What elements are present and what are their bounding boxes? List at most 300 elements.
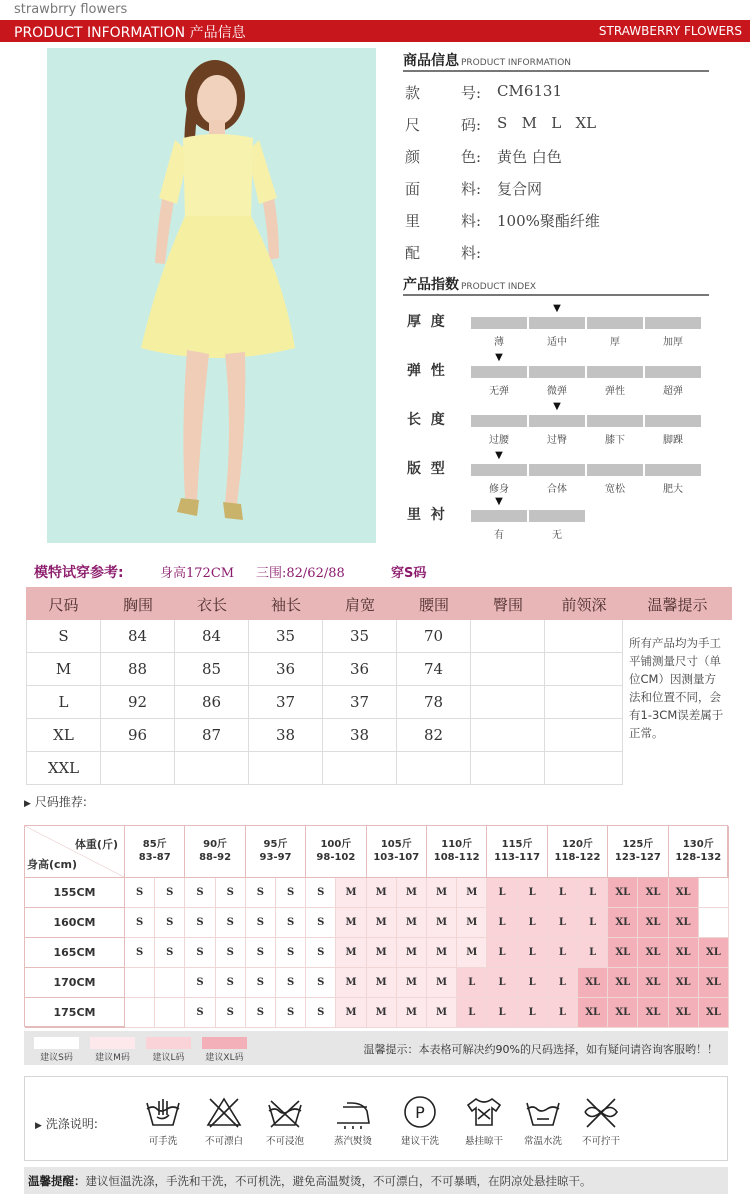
index-option: 加厚 xyxy=(663,337,683,348)
recommend-cell: S xyxy=(306,938,336,968)
recommend-cell: XL xyxy=(638,908,668,938)
index-segment xyxy=(645,317,701,329)
recommend-cell: M xyxy=(336,998,366,1028)
recommend-cell: S xyxy=(216,938,246,968)
index-segment xyxy=(645,366,701,378)
recommend-cell: S xyxy=(276,938,306,968)
banner xyxy=(0,20,750,42)
weight-range: 118-122 xyxy=(554,852,601,863)
care-text: 建议恒温洗涤，手洗和干洗，不可机洗，避免高温熨烫，不可漂白，不可暴晒，在阴凉处悬挂晾干。 xyxy=(85,1174,592,1188)
legend-item xyxy=(202,1037,247,1063)
no-soak-icon xyxy=(257,1095,313,1147)
recommend-cell: XL xyxy=(669,878,699,908)
index-segment xyxy=(529,510,585,522)
recommend-cell: XL xyxy=(608,998,638,1028)
weight-header xyxy=(608,826,668,878)
recommend-cell: M xyxy=(336,908,366,938)
model-size: 穿S码 xyxy=(391,566,427,581)
recommend-cell: L xyxy=(548,878,578,908)
no-wring-icon xyxy=(573,1095,629,1147)
weight-header xyxy=(548,826,608,878)
size-cell xyxy=(545,620,623,653)
weight-header xyxy=(487,826,547,878)
recommend-cell: S xyxy=(276,878,306,908)
index-segment xyxy=(645,464,701,476)
recommend-cell: M xyxy=(367,938,397,968)
recommend-cell: S xyxy=(246,968,276,998)
size-cell xyxy=(545,686,623,719)
weight-header xyxy=(427,826,487,878)
wash-label: 悬挂晾干 xyxy=(464,1136,503,1147)
info-value: 黄色 白色 xyxy=(497,148,562,166)
size-cell xyxy=(545,719,623,752)
recommend-cell: XL xyxy=(608,878,638,908)
weight-range: 83-87 xyxy=(138,852,171,863)
height-header: 155CM xyxy=(25,878,125,908)
legend-swatch xyxy=(202,1037,247,1049)
weight-value: 110斤 xyxy=(441,839,473,850)
size-header-cell: 胸围 xyxy=(122,596,153,614)
recommend-cell: L xyxy=(457,968,487,998)
index-segment xyxy=(645,415,701,427)
size-header-cell: 前领深 xyxy=(561,596,607,614)
index-title-cn: 产品指数 xyxy=(403,277,459,293)
index-segment xyxy=(529,415,585,427)
legend-item xyxy=(90,1037,135,1063)
model-illustration xyxy=(47,48,376,543)
recommend-cell: M xyxy=(336,878,366,908)
recommend-cell: M xyxy=(397,968,427,998)
recommend-cell: L xyxy=(548,998,578,1028)
svg-text:P: P xyxy=(415,1103,425,1122)
triangle-icon: ▶ xyxy=(24,799,31,809)
recommend-cell xyxy=(699,878,729,908)
index-option: 弹性 xyxy=(605,386,625,397)
brand-name: strawbrry flowers xyxy=(14,2,128,17)
recommend-cell xyxy=(699,908,729,938)
index-segment xyxy=(587,464,643,476)
product-photo xyxy=(47,48,376,543)
size-cell: 37 xyxy=(249,686,323,719)
index-label: 里 衬 xyxy=(407,507,445,523)
size-cell xyxy=(397,752,471,785)
recommend-cell: XL xyxy=(669,908,699,938)
index-heading xyxy=(403,274,709,296)
height-header: 170CM xyxy=(25,968,125,998)
recommend-cell: M xyxy=(367,908,397,938)
index-row xyxy=(407,496,707,544)
info-value: S M L XL xyxy=(497,114,597,132)
corner-weight-label: 体重(斤) xyxy=(74,838,118,851)
recommend-cell: S xyxy=(125,908,155,938)
size-cell: 35 xyxy=(249,620,323,653)
index-label: 厚 度 xyxy=(407,314,445,330)
recommend-cell: L xyxy=(548,908,578,938)
recommend-cell: XL xyxy=(608,968,638,998)
info-key: 款 xyxy=(405,84,421,102)
model-reference xyxy=(34,562,734,582)
legend-swatch xyxy=(146,1037,191,1049)
recommend-cell: XL xyxy=(608,908,638,938)
index-segment xyxy=(587,366,643,378)
recommend-cell: XL xyxy=(608,938,638,968)
recommend-cell: S xyxy=(125,878,155,908)
banner-title: PRODUCT INFORMATION 产品信息 xyxy=(14,25,246,41)
recommend-cell: M xyxy=(397,938,427,968)
wash-label: 不可漂白 xyxy=(204,1136,243,1147)
banner-brand: STRAWBERRY FLOWERS xyxy=(598,24,742,38)
weight-value: 105斤 xyxy=(380,839,412,850)
legend-item xyxy=(146,1037,191,1063)
index-option: 修身 xyxy=(489,484,509,495)
legend-label: 建议S码 xyxy=(40,1053,73,1063)
triangle-icon: ▶ xyxy=(35,1121,42,1131)
size-header-cell: 衣长 xyxy=(196,596,227,614)
size-table xyxy=(26,587,732,785)
recommend-cell: S xyxy=(276,968,306,998)
steam-iron-icon xyxy=(325,1095,381,1147)
recommend-cell: S xyxy=(125,938,155,968)
info-title-en: PRODUCT INFORMATION xyxy=(461,58,572,68)
index-row xyxy=(407,303,707,351)
recommend-cell: L xyxy=(487,968,517,998)
weight-range: 108-112 xyxy=(433,852,480,863)
recommend-cell: S xyxy=(246,938,276,968)
index-option: 过腰 xyxy=(489,435,509,446)
info-key: 号: xyxy=(461,84,482,102)
recommend-cell: XL xyxy=(638,938,668,968)
size-cell xyxy=(249,752,323,785)
recommend-title-text: 尺码推荐: xyxy=(34,795,87,809)
recommend-cell: L xyxy=(487,878,517,908)
recommend-cell: XL xyxy=(638,878,668,908)
recommend-cell xyxy=(125,968,155,998)
size-cell xyxy=(545,752,623,785)
recommend-cell: S xyxy=(306,878,336,908)
recommend-cell: M xyxy=(457,878,487,908)
size-cell: 70 xyxy=(397,620,471,653)
weight-header xyxy=(185,826,245,878)
weight-range: 113-117 xyxy=(494,852,541,863)
recommend-cell: L xyxy=(548,968,578,998)
info-key: 颜 xyxy=(405,148,421,166)
recommend-cell: S xyxy=(185,908,215,938)
index-marker-icon: ▼ xyxy=(553,303,561,314)
wash-instructions xyxy=(24,1076,728,1161)
recommend-cell: S xyxy=(185,938,215,968)
recommend-cell: XL xyxy=(638,968,668,998)
index-segment xyxy=(471,464,527,476)
size-cell xyxy=(101,752,175,785)
info-row-size xyxy=(405,114,705,146)
recommend-cell: L xyxy=(578,908,608,938)
recommend-cell: XL xyxy=(669,968,699,998)
legend-item xyxy=(34,1037,79,1063)
size-cell: 37 xyxy=(323,686,397,719)
info-row-fabric xyxy=(405,178,705,210)
weight-value: 130斤 xyxy=(682,839,714,850)
size-cell: 86 xyxy=(175,686,249,719)
recommend-cell: S xyxy=(185,998,215,1028)
size-cell xyxy=(471,719,545,752)
care-reminder xyxy=(24,1167,728,1194)
weight-value: 85斤 xyxy=(142,839,167,850)
index-segment xyxy=(471,366,527,378)
weight-range: 98-102 xyxy=(316,852,356,863)
recommend-cell: XL xyxy=(699,968,729,998)
index-segment xyxy=(471,415,527,427)
size-header-cell: 温馨提示 xyxy=(647,596,708,614)
weight-value: 90斤 xyxy=(203,839,228,850)
index-segment xyxy=(471,317,527,329)
weight-range: 123-127 xyxy=(614,852,661,863)
size-cell: 85 xyxy=(175,653,249,686)
index-option: 膝下 xyxy=(605,435,625,446)
index-segment xyxy=(587,415,643,427)
size-cell: 82 xyxy=(397,719,471,752)
recommend-cell: L xyxy=(487,938,517,968)
size-cell: 87 xyxy=(175,719,249,752)
index-marker-icon: ▼ xyxy=(495,352,503,363)
recommend-cell: XL xyxy=(669,938,699,968)
recommend-cell: L xyxy=(518,968,548,998)
size-cell xyxy=(471,620,545,653)
size-cell: M xyxy=(26,653,101,686)
recommend-cell: M xyxy=(397,998,427,1028)
info-key: 料: xyxy=(461,180,482,198)
recommend-cell: S xyxy=(155,878,185,908)
recommend-cell: S xyxy=(246,908,276,938)
hand-wash-icon xyxy=(135,1095,191,1147)
info-value: 100%聚酯纤维 xyxy=(497,212,600,230)
info-row-color xyxy=(405,146,705,178)
weight-header xyxy=(246,826,306,878)
index-option: 合体 xyxy=(547,484,567,495)
recommend-cell: M xyxy=(397,908,427,938)
index-option: 脚踝 xyxy=(663,435,683,446)
recommend-cell: S xyxy=(276,998,306,1028)
recommend-cell: M xyxy=(397,878,427,908)
info-row-lining xyxy=(405,210,705,242)
size-header-cell: 袖长 xyxy=(270,596,301,614)
index-option: 超弹 xyxy=(663,386,683,397)
size-recommend-grid xyxy=(24,825,728,1027)
size-header-cell: 尺码 xyxy=(48,596,79,614)
size-cell xyxy=(175,752,249,785)
index-segment xyxy=(529,317,585,329)
size-cell: 92 xyxy=(101,686,175,719)
index-segment xyxy=(529,464,585,476)
index-marker-icon: ▼ xyxy=(553,401,561,412)
size-cell: S xyxy=(26,620,101,653)
care-label: 温馨提醒： xyxy=(28,1174,86,1188)
index-option: 适中 xyxy=(547,337,567,348)
size-cell: 36 xyxy=(249,653,323,686)
size-cell xyxy=(545,653,623,686)
grid-corner xyxy=(25,826,125,878)
size-cell: 38 xyxy=(323,719,397,752)
size-cell: 88 xyxy=(101,653,175,686)
info-key: 料: xyxy=(461,212,482,230)
legend-label: 建议M码 xyxy=(95,1053,130,1063)
size-cell: L xyxy=(26,686,101,719)
weight-range: 93-97 xyxy=(259,852,292,863)
size-cell xyxy=(471,752,545,785)
size-cell: 84 xyxy=(101,620,175,653)
wash-title xyxy=(35,1115,98,1132)
size-header-cell: 腰围 xyxy=(418,596,449,614)
info-row-accessory xyxy=(405,242,705,274)
recommend-cell: S xyxy=(185,968,215,998)
weight-value: 120斤 xyxy=(562,839,593,850)
size-cell: XL xyxy=(26,719,101,752)
recommend-cell: L xyxy=(487,998,517,1028)
wash-label: 不可浸泡 xyxy=(265,1136,304,1147)
index-row xyxy=(407,352,707,400)
recommend-cell xyxy=(125,998,155,1028)
recommend-cell: M xyxy=(427,878,457,908)
recommend-cell: S xyxy=(216,968,246,998)
recommend-cell: S xyxy=(155,938,185,968)
size-cell: XXL xyxy=(26,752,101,785)
recommend-cell: XL xyxy=(578,998,608,1028)
recommend-cell: S xyxy=(306,968,336,998)
recommend-cell: M xyxy=(367,968,397,998)
info-title-cn: 商品信息 xyxy=(403,53,459,69)
size-header-cell: 臀围 xyxy=(492,596,523,614)
weight-value: 115斤 xyxy=(501,839,533,850)
info-list xyxy=(405,82,705,274)
legend-label: 建议L码 xyxy=(152,1053,185,1063)
recommend-cell: S xyxy=(246,998,276,1028)
index-segment xyxy=(587,317,643,329)
recommend-cell: S xyxy=(216,878,246,908)
size-cell: 84 xyxy=(175,620,249,653)
weight-header xyxy=(367,826,427,878)
recommend-cell: L xyxy=(578,938,608,968)
recommend-cell: S xyxy=(276,908,306,938)
info-key: 里 xyxy=(405,212,421,230)
height-header: 165CM xyxy=(25,938,125,968)
wash-label: 蒸汽熨烫 xyxy=(333,1136,372,1147)
legend-swatch xyxy=(90,1037,135,1049)
weight-value: 95斤 xyxy=(263,839,288,850)
index-label: 长 度 xyxy=(407,412,445,428)
info-heading xyxy=(403,50,709,72)
recommend-cell: S xyxy=(155,908,185,938)
recommend-cell: M xyxy=(336,938,366,968)
recommend-cell: XL xyxy=(699,998,729,1028)
index-label: 弹 性 xyxy=(407,363,445,379)
index-option: 宽松 xyxy=(605,484,625,495)
recommend-cell xyxy=(155,968,185,998)
wash-label: 常温水洗 xyxy=(523,1136,562,1147)
recommend-cell: S xyxy=(185,878,215,908)
weight-value: 125斤 xyxy=(622,839,654,850)
index-option: 无弹 xyxy=(489,386,509,397)
height-header: 160CM xyxy=(25,908,125,938)
size-cell: 35 xyxy=(323,620,397,653)
weight-value: 100斤 xyxy=(320,839,352,850)
index-marker-icon: ▼ xyxy=(495,450,503,461)
hang-dry-icon xyxy=(456,1095,512,1147)
index-title-en: PRODUCT INDEX xyxy=(461,282,537,292)
recommend-cell: S xyxy=(216,908,246,938)
size-cell: 78 xyxy=(397,686,471,719)
info-key: 面 xyxy=(405,180,421,198)
size-cell: 38 xyxy=(249,719,323,752)
recommend-cell: L xyxy=(548,938,578,968)
model-height: 身高172CM xyxy=(160,566,235,581)
normal-water-icon xyxy=(515,1095,571,1147)
model-label: 模特试穿参考: xyxy=(34,565,124,581)
recommend-cell: L xyxy=(578,878,608,908)
index-segment xyxy=(529,366,585,378)
info-value: CM6131 xyxy=(497,82,563,100)
index-option: 肥大 xyxy=(663,484,683,495)
recommend-cell: S xyxy=(246,878,276,908)
recommend-cell: M xyxy=(427,998,457,1028)
info-row-style xyxy=(405,82,705,114)
recommend-cell: L xyxy=(518,908,548,938)
recommend-cell xyxy=(155,998,185,1028)
no-bleach-icon xyxy=(196,1095,252,1147)
legend-label: 建议XL码 xyxy=(205,1053,244,1063)
index-option: 薄 xyxy=(494,337,504,348)
size-cell: 36 xyxy=(323,653,397,686)
height-header: 175CM xyxy=(25,998,125,1028)
size-cell xyxy=(323,752,397,785)
info-value: 复合网 xyxy=(497,180,543,198)
recommend-cell: M xyxy=(367,998,397,1028)
index-option: 厚 xyxy=(610,337,620,348)
index-option: 无 xyxy=(552,530,562,541)
info-key: 尺 xyxy=(405,116,421,134)
size-cell xyxy=(471,653,545,686)
legend-swatch xyxy=(34,1037,79,1049)
weight-range: 128-132 xyxy=(675,852,722,863)
recommend-cell: XL xyxy=(699,938,729,968)
size-cell: 96 xyxy=(101,719,175,752)
index-segment xyxy=(471,510,527,522)
recommend-cell: L xyxy=(518,938,548,968)
recommend-cell: L xyxy=(518,998,548,1028)
size-cell: 74 xyxy=(397,653,471,686)
info-key: 色: xyxy=(461,148,482,166)
wash-label: 建议干洗 xyxy=(400,1136,439,1147)
weight-range: 103-107 xyxy=(373,852,420,863)
weight-range: 88-92 xyxy=(199,852,232,863)
index-row xyxy=(407,450,707,498)
index-row xyxy=(407,401,707,449)
corner-height-label: 身高(cm) xyxy=(27,858,78,871)
recommend-cell: M xyxy=(457,908,487,938)
size-header-cell: 肩宽 xyxy=(344,596,375,614)
model-measurements: 三围:82/62/88 xyxy=(256,566,345,581)
recommend-cell: S xyxy=(306,908,336,938)
index-option: 微弹 xyxy=(547,386,567,397)
recommend-legend xyxy=(24,1031,728,1065)
recommend-cell: M xyxy=(457,938,487,968)
recommend-cell: S xyxy=(216,998,246,1028)
weight-header xyxy=(125,826,185,878)
info-key: 配 xyxy=(405,244,421,262)
wash-label: 可手洗 xyxy=(148,1136,178,1147)
recommend-cell: M xyxy=(427,968,457,998)
index-marker-icon: ▼ xyxy=(495,496,503,507)
recommend-cell: M xyxy=(427,908,457,938)
wash-title-text: 洗涤说明: xyxy=(45,1117,98,1131)
